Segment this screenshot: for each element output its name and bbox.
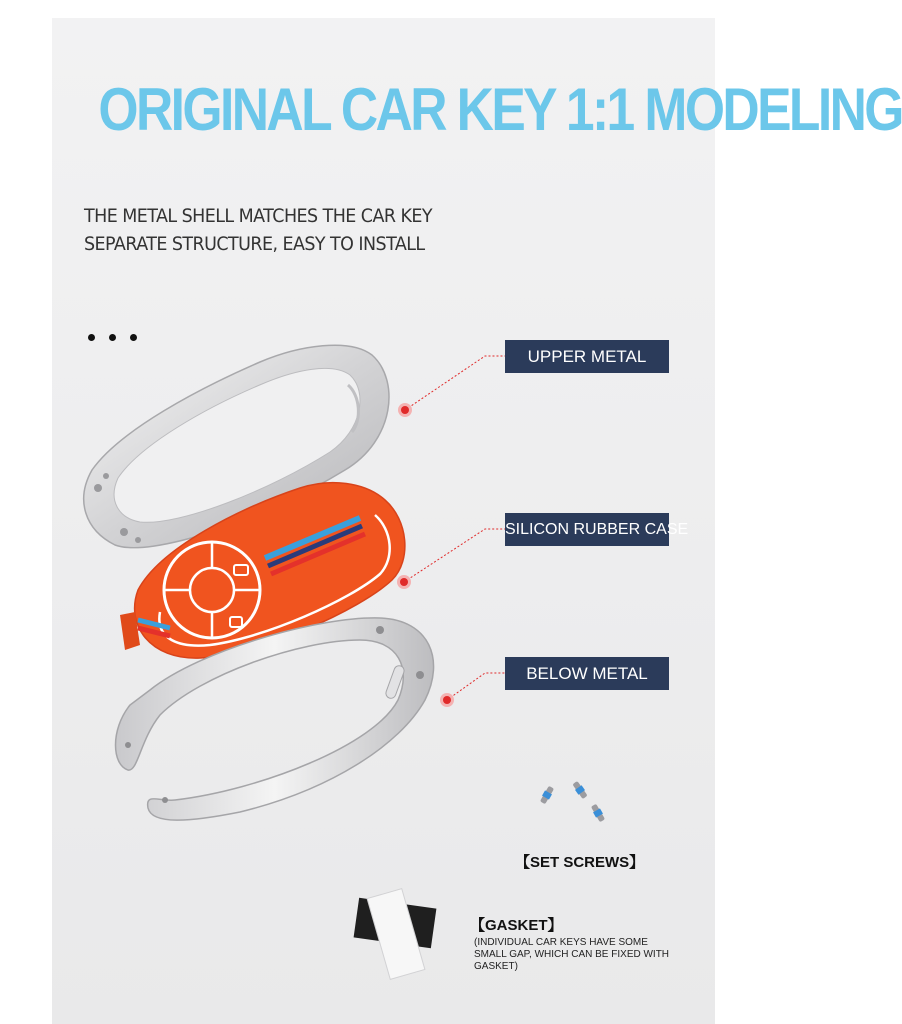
leader-silicon xyxy=(397,529,505,589)
set-screws-image xyxy=(539,780,606,822)
leader-upper xyxy=(398,356,505,417)
subtitle-line-2: SEPARATE STRUCTURE, EASY TO INSTALL xyxy=(84,233,425,255)
label-gasket: 【GASKET】 xyxy=(470,917,563,934)
leader-below xyxy=(440,673,505,707)
gasket-image xyxy=(354,889,437,980)
subtitle-line-1: THE METAL SHELL MATCHES THE CAR KEY xyxy=(84,205,432,227)
page-title: ORIGINAL CAR KEY 1:1 MODELING xyxy=(98,76,902,143)
label-silicon-rubber-case: SILICON RUBBER CASE xyxy=(505,513,669,546)
label-upper-metal: UPPER METAL xyxy=(505,340,669,373)
gasket-note: (INDIVIDUAL CAR KEYS HAVE SOME SMALL GAP, WHICH CAN BE FIXED WITH GASKET) xyxy=(474,937,670,972)
label-set-screws: 【SET SCREWS】 xyxy=(515,854,645,871)
label-below-metal: BELOW METAL xyxy=(505,657,669,690)
